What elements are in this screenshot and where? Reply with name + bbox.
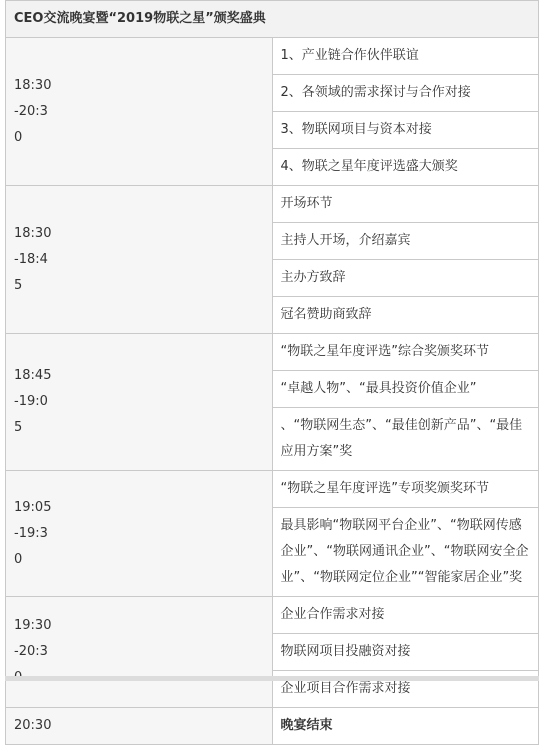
section-2-item-3: 主办方致辞 [272,260,539,297]
section-2-time [6,186,273,334]
section-5-item-3: 企业项目合作需求对接 [272,671,539,708]
agenda-table [5,0,539,745]
section-5-time [6,597,273,708]
section-2-item-4: 冠名赞助商致辞 [272,297,539,334]
section-3-time-text: 18:45 -19:0 5 [14,368,52,435]
section-1-item-4: 4、物联之星年度评选盛大颁奖 [272,149,539,186]
section-5-item-1: 企业合作需求对接 [272,597,539,634]
section-2-time-text: 18:30 -18:4 5 [14,225,52,293]
section-1-time [6,38,273,186]
section-1-item-2: 2、各领域的需求探讨与合作对接 [272,75,539,112]
section-2-item-1: 开场环节 [272,186,539,223]
section-4-row-1 [6,471,539,508]
section-4-item-2: 最具影响“物联网平台企业”、“物联网传感企业”、“物联网通讯企业”、“物联网安全企业”、“物联网定位企业”“智能家居企业”奖 [272,508,539,597]
section-3-item-2: “卓越人物”、“最具投资价值企业” [272,371,539,408]
section-2-item-2: 主持人开场，介绍嘉宾 [272,223,539,260]
section-3-item-3: 、“物联网生态”、“最佳创新产品”、“最佳应用方案”奖 [272,408,539,471]
section-1-time-text: 18:30 -20:3 0 [14,77,52,145]
bottom-edge-strip [5,676,539,681]
title-row [6,1,539,38]
section-3-row-1 [6,334,539,371]
section-4-time [6,471,273,597]
section-3-item-1: “物联之星年度评选”综合奖颁奖环节 [272,334,539,371]
closing-row [6,708,539,745]
agenda-title: CEO交流晚宴暨“2019物联之星”颁奖盛典 [6,1,539,38]
section-3-time [6,334,273,471]
section-1-item-3: 3、物联网项目与资本对接 [272,112,539,149]
section-4-item-1: “物联之星年度评选”专项奖颁奖环节 [272,471,539,508]
closing-time: 20:30 [6,708,273,745]
section-2-row-1 [6,186,539,223]
section-5-time-text: 19:30 -20:3 [14,618,52,659]
closing-label: 晚宴结束 [272,708,539,745]
section-4-time-text: 19:05 -19:3 0 [14,499,52,567]
section-1-row-1 [6,38,539,75]
section-5-item-2: 物联网项目投融资对接 [272,634,539,671]
section-1-item-1: 1、产业链合作伙伴联谊 [272,38,539,75]
section-5-row-1 [6,597,539,634]
